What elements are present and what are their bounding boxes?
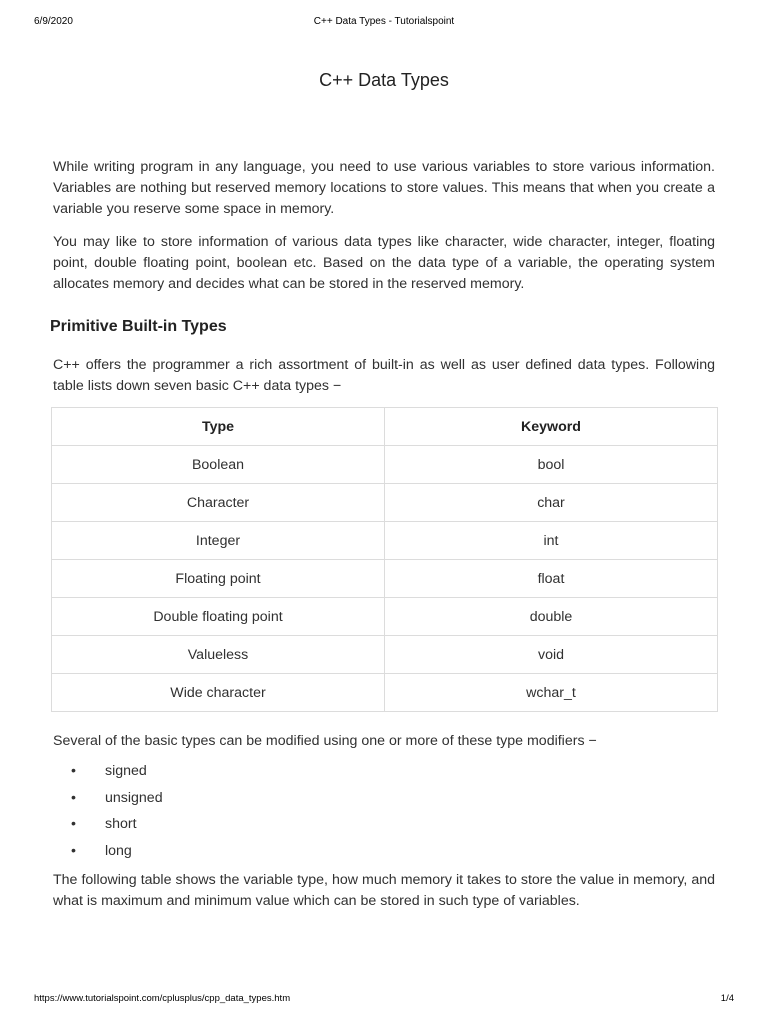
type-cell: Double floating point: [52, 598, 385, 636]
column-header-keyword: Keyword: [385, 408, 718, 446]
table-row: [52, 484, 718, 522]
modifiers-intro-paragraph: Several of the basic types can be modified using one or more of these type modifiers −: [53, 733, 597, 749]
modifier-label: long: [105, 842, 132, 859]
type-cell: Valueless: [52, 636, 385, 674]
type-cell: Boolean: [52, 446, 385, 484]
list-item: [53, 760, 163, 787]
table-header-row: [52, 408, 718, 446]
intro-paragraph: While writing program in any language, you need to use various variables to store various information. Variables are nothing but reserved memory locations to store values. This means that when you create a variable you reserve some space in memory.: [53, 159, 715, 217]
keyword-cell: double: [385, 598, 718, 636]
bullet-icon: •: [71, 816, 76, 832]
keyword-cell: int: [385, 522, 718, 560]
table-row: [52, 636, 718, 674]
keyword-cell: bool: [385, 446, 718, 484]
bullet-icon: •: [71, 789, 76, 806]
list-item: [53, 813, 163, 840]
page-url: https://www.tutorialspoint.com/cplusplus/cpp_data_types.htm: [34, 993, 291, 1004]
builtin-paragraph: C++ offers the programmer a rich assortment of built-in as well as user defined data types. Following table lists down seven basic C++ data types −: [53, 357, 715, 394]
keyword-cell: float: [385, 560, 718, 598]
type-cell: Integer: [52, 522, 385, 560]
table-row: [52, 674, 718, 712]
column-header-type: Type: [52, 408, 385, 446]
page-number: 1/4: [720, 993, 734, 1004]
bullet-icon: •: [71, 763, 76, 779]
print-page-title: C++ Data Types - Tutorialspoint: [313, 16, 455, 27]
print-footer: [34, 993, 734, 1007]
intro-paragraph-2: You may like to store information of various data types like character, wide character, integer, floating point, double floating point, boolean etc. Based on the data type of a variable, the operating system allocates memory and decides what can be stored in the reserved memory.: [53, 234, 715, 292]
bullet-icon: •: [71, 842, 76, 859]
modifier-label: signed: [105, 763, 147, 779]
keyword-cell: char: [385, 484, 718, 522]
data-types-table: [51, 407, 718, 712]
modifier-label: unsigned: [105, 789, 163, 806]
page-title: C++ Data Types: [319, 70, 449, 90]
keyword-cell: void: [385, 636, 718, 674]
table-row: [52, 522, 718, 560]
list-item: [53, 787, 163, 814]
type-cell: Wide character: [52, 674, 385, 712]
print-header: [34, 16, 734, 30]
modifiers-list: [53, 760, 163, 866]
print-date: 6/9/2020: [34, 16, 73, 27]
section-heading: Primitive Built-in Types: [50, 318, 227, 335]
type-cell: Character: [52, 484, 385, 522]
modifier-label: short: [105, 816, 137, 832]
table-row: [52, 598, 718, 636]
keyword-cell: wchar_t: [385, 674, 718, 712]
list-item: [53, 840, 163, 867]
table-row: [52, 560, 718, 598]
following-paragraph: The following table shows the variable type, how much memory it takes to store the value in memory, and what is maximum and minimum value which can be stored in such type of variables.: [53, 872, 715, 909]
table-row: [52, 446, 718, 484]
type-cell: Floating point: [52, 560, 385, 598]
